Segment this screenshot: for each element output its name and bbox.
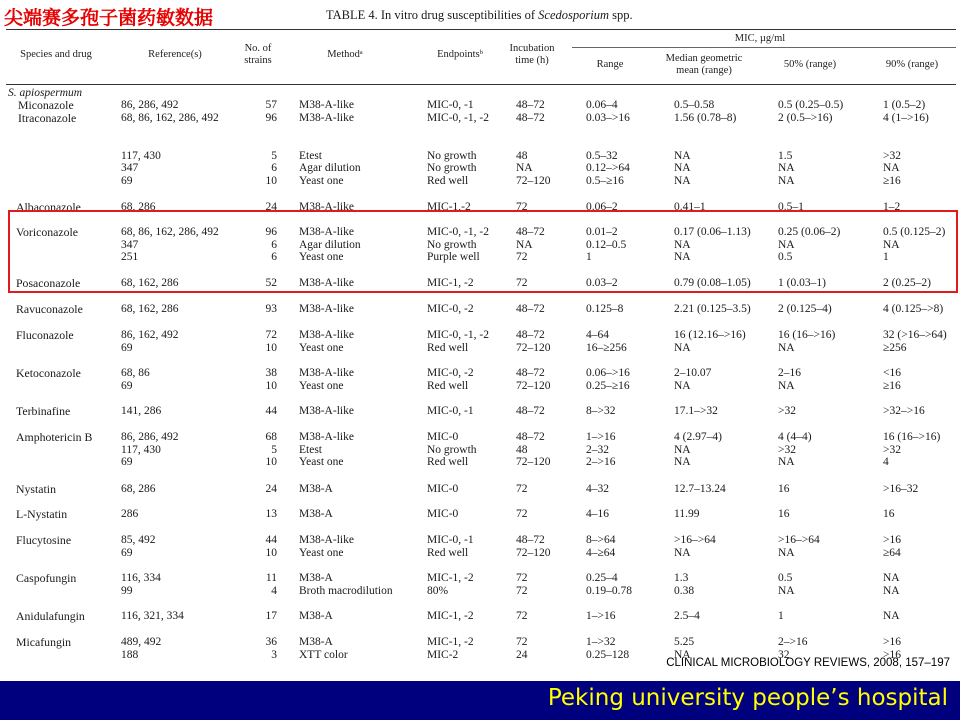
p90-cell: <16: [883, 367, 901, 379]
range-cell: 8–>32: [586, 405, 616, 417]
citation: CLINICAL MICROBIOLOGY REVIEWS, 2008, 157–197: [666, 657, 950, 669]
p90-cell: 4 (1–>16): [883, 112, 929, 124]
incubation-cell: 72: [516, 572, 528, 584]
method-cell: XTT color: [299, 648, 348, 661]
drug-name: Nystatin: [16, 482, 56, 496]
range-cell: 0.01–2: [586, 226, 618, 238]
incubation-cell: 48–72: [516, 534, 545, 546]
endpoints-cell: Red well: [427, 546, 469, 559]
endpoints-cell: MIC-0, -1: [427, 99, 474, 111]
drug-name: Itraconazole: [18, 111, 77, 125]
p50-cell: NA: [778, 341, 795, 354]
p90-cell: 16 (16–>16): [883, 431, 941, 443]
method-cell: M38-A-like: [299, 329, 354, 341]
median-cell: 17.1–>32: [674, 405, 718, 417]
references-cell: 69: [121, 175, 133, 187]
endpoints-cell: MIC-0, -1: [427, 405, 474, 417]
drug-name: Miconazole: [18, 98, 74, 112]
p50-cell: 4 (4–4): [778, 431, 812, 443]
median-cell: NA: [674, 546, 691, 559]
median-cell: 5.25: [674, 636, 695, 648]
references-cell: 117, 430: [121, 149, 161, 162]
p90-cell: 4 (0.125–>8): [883, 303, 944, 315]
strains-cell: 72: [265, 329, 277, 341]
median-cell: NA: [674, 162, 691, 175]
references-cell: 86, 286, 492: [121, 431, 179, 443]
p90-cell: 32 (>16–>64): [883, 329, 947, 341]
endpoints-cell: MIC-1, -2: [427, 610, 474, 622]
endpoints-cell: Red well: [427, 175, 469, 187]
method-cell: Yeast one: [299, 175, 344, 187]
header-p90: 90% (range): [885, 59, 939, 70]
references-cell: 69: [121, 379, 133, 392]
method-cell: M38-A-like: [299, 431, 354, 443]
table-top-rule: [6, 29, 956, 30]
range-cell: 0.19–0.78: [586, 584, 632, 597]
endpoints-cell: No growth: [427, 238, 477, 251]
range-cell: 0.03–>16: [586, 112, 630, 124]
endpoints-cell: Purple well: [427, 251, 480, 264]
range-cell: 4–64: [586, 329, 609, 341]
method-cell: M38-A: [299, 508, 333, 520]
range-cell: 1–>16: [586, 610, 616, 622]
header-species-drug: Species and drug: [20, 49, 92, 60]
p90-cell: 16: [883, 508, 895, 520]
drug-name: L-Nystatin: [16, 507, 68, 521]
median-cell: NA: [674, 341, 691, 354]
range-cell: 0.06–>16: [586, 367, 630, 379]
p50-cell: 0.5: [778, 572, 793, 584]
header-incubation: Incubation time (h): [509, 43, 555, 66]
method-cell: M38-A: [299, 572, 333, 584]
p90-cell: NA: [883, 162, 900, 175]
p90-cell: 0.5 (0.125–2): [883, 226, 946, 238]
median-cell: 2.5–4: [674, 610, 700, 622]
endpoints-cell: MIC-0: [427, 483, 459, 495]
incubation-cell: 72: [516, 483, 528, 495]
voriconazole-posaconazole-highlight: [8, 210, 958, 293]
range-cell: 0.06–4: [586, 99, 618, 111]
method-cell: Agar dilution: [299, 238, 361, 251]
drug-name: Caspofungin: [16, 571, 77, 585]
drug-name: Micafungin: [16, 635, 72, 649]
strains-cell: 10: [265, 175, 277, 187]
p90-cell: NA: [883, 584, 900, 597]
strains-cell: 38: [265, 367, 277, 379]
median-cell: NA: [674, 648, 691, 661]
method-cell: M38-A-like: [299, 99, 354, 111]
references-cell: 68, 86, 162, 286, 492: [121, 226, 219, 238]
p50-cell: >32: [778, 405, 796, 417]
strains-cell: 6: [271, 162, 277, 175]
references-cell: 347: [121, 162, 139, 175]
strains-cell: 4: [271, 584, 277, 597]
p90-cell: >32–>16: [883, 405, 925, 417]
p50-cell: 1: [778, 610, 784, 622]
median-cell: 12.7–13.24: [674, 483, 726, 495]
incubation-cell: 72–120: [516, 546, 551, 559]
drug-name: Posaconazole: [16, 276, 81, 290]
p50-cell: 2 (0.5–>16): [778, 112, 833, 124]
range-cell: 4–32: [586, 483, 609, 495]
p90-cell: >32: [883, 443, 901, 456]
strains-cell: 5: [271, 443, 277, 456]
references-cell: 69: [121, 456, 133, 469]
references-cell: 86, 162, 492: [121, 329, 179, 341]
drug-name: Fluconazole: [16, 328, 74, 342]
strains-cell: 44: [265, 534, 277, 546]
p90-cell: 2 (0.25–2): [883, 277, 931, 289]
method-cell: M38-A-like: [299, 201, 354, 213]
p50-cell: NA: [778, 238, 795, 251]
header-mic-group: MIC, µg/ml: [734, 33, 786, 44]
method-cell: Yeast one: [299, 341, 344, 354]
median-cell: NA: [674, 175, 691, 187]
incubation-cell: 72: [516, 251, 528, 264]
incubation-cell: 48–72: [516, 112, 545, 124]
p50-cell: 1 (0.03–1): [778, 277, 826, 289]
endpoints-cell: MIC-0: [427, 431, 459, 443]
method-cell: M38-A: [299, 610, 333, 622]
strains-cell: 96: [265, 226, 277, 238]
endpoints-cell: MIC-0, -1, -2: [427, 329, 489, 341]
references-cell: 85, 492: [121, 534, 156, 546]
method-cell: Yeast one: [299, 546, 344, 559]
incubation-cell: 72: [516, 584, 528, 597]
p50-cell: 0.5–1: [778, 201, 804, 213]
incubation-cell: 72: [516, 508, 528, 520]
strains-cell: 96: [265, 112, 277, 124]
header-endpoints: Endpointsᵇ: [437, 49, 483, 60]
incubation-cell: 72: [516, 610, 528, 622]
p50-cell: 32: [778, 648, 790, 661]
p90-cell: NA: [883, 610, 900, 622]
p90-cell: >32: [883, 149, 901, 162]
p50-cell: 0.25 (0.06–2): [778, 226, 841, 238]
method-cell: M38-A-like: [299, 277, 354, 289]
references-cell: 141, 286: [121, 405, 162, 417]
strains-cell: 6: [271, 238, 277, 251]
range-cell: 4–16: [586, 508, 609, 520]
median-cell: 0.79 (0.08–1.05): [674, 277, 751, 289]
range-cell: 0.03–2: [586, 277, 618, 289]
p90-cell: 1 (0.5–2): [883, 99, 926, 111]
endpoints-cell: No growth: [427, 149, 477, 162]
method-cell: M38-A-like: [299, 534, 354, 546]
strains-cell: 17: [265, 610, 277, 622]
endpoints-cell: MIC-0, -1: [427, 534, 474, 546]
incubation-cell: 48–72: [516, 405, 545, 417]
p50-cell: 0.5 (0.25–0.5): [778, 99, 844, 111]
endpoints-cell: MIC-2: [427, 648, 459, 661]
p90-cell: >16: [883, 534, 901, 546]
p90-cell: 1: [883, 251, 889, 264]
range-cell: 0.06–2: [586, 201, 618, 213]
method-cell: Etest: [299, 443, 322, 456]
incubation-cell: 24: [516, 648, 528, 661]
median-cell: 11.99: [674, 508, 700, 520]
median-cell: 0.17 (0.06–1.13): [674, 226, 751, 238]
range-cell: 0.25–128: [586, 648, 630, 661]
incubation-cell: 72: [516, 277, 528, 289]
p90-cell: NA: [883, 572, 900, 584]
endpoints-cell: MIC-0, -2: [427, 303, 474, 315]
header-references: Reference(s): [148, 49, 202, 60]
references-cell: 68, 162, 286: [121, 277, 179, 289]
p50-cell: NA: [778, 546, 795, 559]
method-cell: M38-A-like: [299, 303, 354, 315]
p50-cell: 1.5: [778, 149, 793, 162]
method-cell: M38-A-like: [299, 226, 354, 238]
method-cell: Yeast one: [299, 456, 344, 469]
median-cell: NA: [674, 443, 691, 456]
species-name: S. apiospermum: [8, 87, 83, 99]
strains-cell: 57: [265, 99, 277, 111]
method-cell: M38-A-like: [299, 112, 354, 124]
median-cell: NA: [674, 379, 691, 392]
header-p50: 50% (range): [783, 59, 837, 70]
range-cell: 16–≥256: [586, 341, 627, 354]
strains-cell: 6: [271, 251, 277, 264]
median-cell: NA: [674, 149, 691, 162]
mic-group-rule: [572, 47, 956, 48]
footer-text: Peking university people’s hospital: [547, 685, 948, 711]
range-cell: 0.125–8: [586, 303, 624, 315]
references-cell: 489, 492: [121, 636, 162, 648]
p50-cell: NA: [778, 584, 795, 597]
median-cell: 1.56 (0.78–8): [674, 112, 737, 124]
strains-cell: 44: [265, 405, 277, 417]
references-cell: 116, 321, 334: [121, 610, 184, 622]
p90-cell: ≥64: [883, 546, 901, 559]
references-cell: 116, 334: [121, 572, 161, 584]
references-cell: 99: [121, 584, 133, 597]
range-cell: 0.25–≥16: [586, 379, 630, 392]
method-cell: Yeast one: [299, 379, 344, 392]
range-cell: 1–>16: [586, 431, 616, 443]
incubation-cell: 72–120: [516, 341, 551, 354]
references-cell: 69: [121, 341, 133, 354]
p50-cell: 2–16: [778, 367, 801, 379]
method-cell: Broth macrodilution: [299, 584, 393, 597]
median-cell: 0.5–0.58: [674, 99, 715, 111]
endpoints-cell: Red well: [427, 379, 469, 392]
incubation-cell: NA: [516, 238, 533, 251]
incubation-cell: 72: [516, 636, 528, 648]
caption-prefix: TABLE 4. In vitro drug susceptibilities of: [326, 8, 539, 22]
endpoints-cell: MIC-1, -2: [427, 636, 474, 648]
range-cell: 2–>16: [586, 456, 616, 469]
incubation-cell: 72–120: [516, 379, 551, 392]
range-cell: 8–>64: [586, 534, 616, 546]
header-bottom-rule: [6, 84, 956, 85]
drug-name: Anidulafungin: [16, 609, 85, 623]
method-cell: M38-A-like: [299, 405, 354, 417]
strains-cell: 10: [265, 456, 277, 469]
method-cell: Agar dilution: [299, 162, 361, 175]
references-cell: 68, 286: [121, 483, 156, 495]
method-cell: Etest: [299, 149, 322, 162]
median-cell: 1.3: [674, 572, 689, 584]
drug-name: Ravuconazole: [16, 302, 83, 316]
references-cell: 117, 430: [121, 443, 161, 456]
p50-cell: >16–>64: [778, 534, 820, 546]
strains-cell: 11: [265, 572, 277, 584]
incubation-cell: 72: [516, 201, 528, 213]
references-cell: 69: [121, 546, 133, 559]
strains-cell: 24: [265, 483, 277, 495]
endpoints-cell: MIC-1, -2: [427, 277, 474, 289]
drug-name: Terbinafine: [16, 404, 71, 418]
strains-cell: 3: [271, 648, 277, 661]
method-cell: Yeast one: [299, 251, 344, 264]
median-cell: NA: [674, 251, 691, 264]
drug-name: Albaconazole: [16, 200, 81, 214]
median-cell: 2–10.07: [674, 367, 712, 379]
method-cell: M38-A: [299, 483, 333, 495]
incubation-cell: 48: [516, 149, 528, 162]
median-cell: 2.21 (0.125–3.5): [674, 303, 751, 315]
p90-cell: 4: [883, 456, 889, 469]
range-cell: 0.5–≥16: [586, 175, 624, 187]
range-cell: 0.25–4: [586, 572, 618, 584]
references-cell: 68, 162, 286: [121, 303, 179, 315]
p50-cell: 2–>16: [778, 636, 808, 648]
drug-name: Voriconazole: [16, 225, 79, 239]
p50-cell: NA: [778, 379, 795, 392]
header-method: Methodᵃ: [327, 49, 363, 60]
strains-cell: 5: [271, 149, 277, 162]
header-strains: No. of strains: [244, 43, 272, 66]
references-cell: 68, 86, 162, 286, 492: [121, 112, 219, 124]
header-range: Range: [596, 59, 624, 70]
method-cell: M38-A-like: [299, 367, 354, 379]
references-cell: 286: [121, 508, 139, 520]
p50-cell: 16: [778, 508, 790, 520]
incubation-cell: 48: [516, 443, 528, 456]
endpoints-cell: MIC-0, -2: [427, 367, 474, 379]
median-cell: 16 (12.16–>16): [674, 329, 746, 341]
strains-cell: 36: [265, 636, 277, 648]
range-cell: 0.12–>64: [586, 162, 630, 175]
p90-cell: >16–32: [883, 483, 919, 495]
drug-name: Amphotericin B: [16, 430, 93, 444]
p50-cell: NA: [778, 456, 795, 469]
strains-cell: 24: [265, 201, 277, 213]
header-median: Median geometric mean (range): [665, 53, 743, 76]
method-cell: M38-A: [299, 636, 333, 648]
strains-cell: 68: [265, 431, 277, 443]
endpoints-cell: MIC-1, -2: [427, 572, 474, 584]
caption-suffix: spp.: [609, 8, 633, 22]
p50-cell: 2 (0.125–4): [778, 303, 832, 315]
median-cell: 4 (2.97–4): [674, 431, 722, 443]
range-cell: 0.5–32: [586, 149, 618, 162]
median-cell: 0.38: [674, 584, 695, 597]
endpoints-cell: MIC-0: [427, 508, 459, 520]
range-cell: 1–>32: [586, 636, 616, 648]
strains-cell: 10: [265, 546, 277, 559]
strains-cell: 93: [265, 303, 277, 315]
p90-cell: ≥16: [883, 379, 901, 392]
p90-cell: NA: [883, 238, 900, 251]
incubation-cell: 72–120: [516, 456, 551, 469]
endpoints-cell: Red well: [427, 341, 469, 354]
incubation-cell: 72–120: [516, 175, 551, 187]
drug-name: Ketoconazole: [16, 366, 81, 380]
median-cell: NA: [674, 238, 691, 251]
endpoints-cell: MIC-0, -1, -2: [427, 226, 489, 238]
p90-cell: ≥256: [883, 341, 907, 354]
p50-cell: 16 (16–>16): [778, 329, 836, 341]
p50-cell: NA: [778, 175, 795, 187]
incubation-cell: 48–72: [516, 99, 545, 111]
table-caption: [326, 8, 633, 23]
p90-cell: >16: [883, 636, 901, 648]
p90-cell: ≥16: [883, 175, 901, 187]
range-cell: 1: [586, 251, 592, 264]
incubation-cell: NA: [516, 162, 533, 175]
endpoints-cell: 80%: [427, 584, 449, 597]
incubation-cell: 48–72: [516, 329, 545, 341]
p90-cell: 1–2: [883, 201, 901, 213]
references-cell: 188: [121, 648, 139, 661]
strains-cell: 10: [265, 341, 277, 354]
median-cell: NA: [674, 456, 691, 469]
slide-title: 尖端赛多孢子菌药敏数据: [4, 7, 214, 29]
p50-cell: NA: [778, 162, 795, 175]
references-cell: 86, 286, 492: [121, 99, 179, 111]
strains-cell: 52: [265, 277, 277, 289]
strains-cell: 10: [265, 379, 277, 392]
incubation-cell: 48–72: [516, 367, 545, 379]
references-cell: 251: [121, 251, 139, 264]
references-cell: 68, 86: [121, 367, 150, 379]
references-cell: 68, 286: [121, 201, 156, 213]
strains-cell: 13: [265, 508, 277, 520]
range-cell: 0.12–0.5: [586, 238, 627, 251]
incubation-cell: 48–72: [516, 303, 545, 315]
footer-bar: [0, 681, 960, 720]
endpoints-cell: No growth: [427, 162, 477, 175]
references-cell: 347: [121, 238, 139, 251]
median-cell: 0.41–1: [674, 201, 706, 213]
p50-cell: >32: [778, 443, 796, 456]
caption-genus: Scedosporium: [538, 8, 609, 22]
p50-cell: 0.5: [778, 251, 793, 264]
range-cell: 2–32: [586, 443, 609, 456]
drug-name: Flucytosine: [16, 533, 72, 547]
endpoints-cell: MIC-0, -1, -2: [427, 112, 489, 124]
p90-cell: >16: [883, 648, 901, 661]
incubation-cell: 48–72: [516, 226, 545, 238]
median-cell: >16–>64: [674, 534, 716, 546]
endpoints-cell: No growth: [427, 443, 477, 456]
endpoints-cell: Red well: [427, 456, 469, 469]
range-cell: 4–≥64: [586, 546, 616, 559]
endpoints-cell: MIC-1,-2: [427, 201, 471, 213]
incubation-cell: 48–72: [516, 431, 545, 443]
p50-cell: 16: [778, 483, 790, 495]
